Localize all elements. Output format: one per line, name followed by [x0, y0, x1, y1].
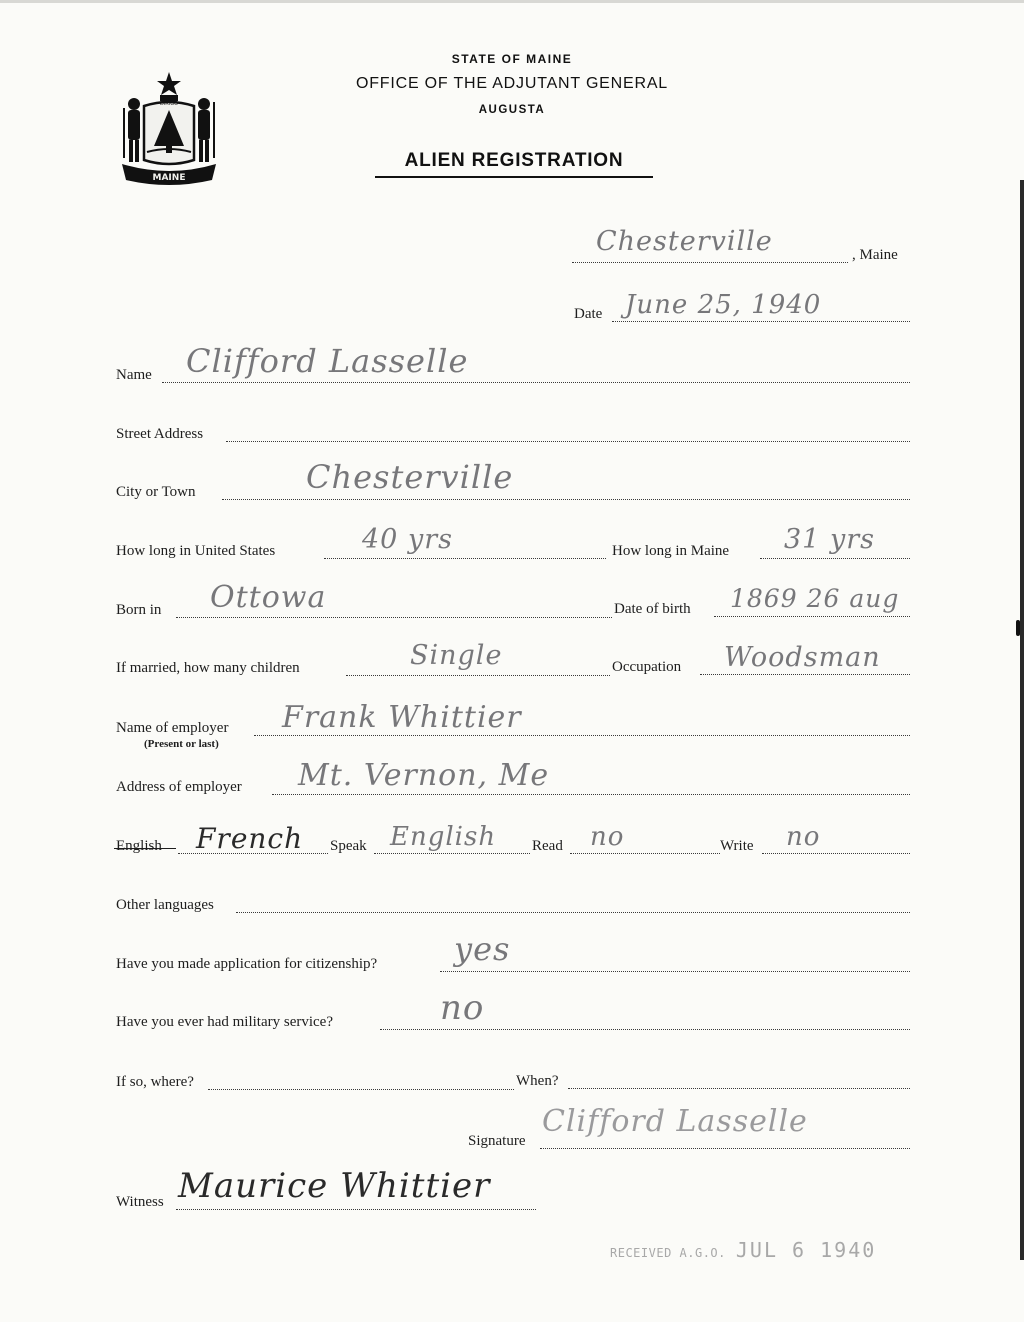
other-languages-label: Other languages [116, 897, 214, 913]
received-stamp [610, 1238, 876, 1262]
title-underline [375, 176, 653, 178]
military-line [380, 1029, 910, 1030]
how-long-maine-value: 31 yrs [784, 524, 875, 555]
where-line [208, 1089, 514, 1090]
signature-line [540, 1148, 910, 1149]
page-right-edge [1020, 180, 1024, 1260]
city-label: City or Town [116, 484, 196, 500]
state-label: , Maine [852, 247, 898, 263]
speak-label: Speak [330, 838, 367, 854]
citizenship-label: Have you made application for citizenship? [116, 956, 378, 972]
signature-value: Clifford Lasselle [542, 1104, 808, 1139]
city-line [222, 499, 910, 500]
employer-name-value: Frank Whittier [282, 700, 522, 735]
date-of-birth-line [714, 616, 910, 617]
state-heading: STATE OF MAINE [451, 52, 573, 66]
write-label: Write [720, 838, 754, 854]
employer-address-value: Mt. Vernon, Me [298, 758, 550, 793]
date-line [612, 321, 910, 322]
occupation-value: Woodsman [724, 642, 881, 673]
witness-value: Maurice Whittier [178, 1166, 491, 1206]
children-label: If married, how many children [116, 660, 300, 676]
name-label: Name [116, 367, 152, 383]
street-line [226, 441, 910, 442]
read-line [570, 853, 720, 854]
street-label: Street Address [116, 426, 204, 442]
binder-tab [1016, 620, 1020, 636]
citizenship-line [440, 971, 910, 972]
employer-name-line [254, 735, 910, 736]
name-value: Clifford Lasselle [186, 342, 469, 380]
write-value: no [786, 822, 821, 852]
when-label: When? [516, 1073, 559, 1089]
military-value: no [440, 988, 485, 1028]
citizenship-value: yes [454, 930, 511, 968]
date-of-birth-value: 1869 26 aug [730, 584, 900, 613]
write-line [762, 853, 910, 854]
stamp-date: JUL 6 1940 [735, 1238, 877, 1262]
speak-value: English [390, 822, 497, 852]
signature-label: Signature [468, 1133, 526, 1149]
speak-line [374, 853, 530, 854]
seal-motto-text: DIRIGO [159, 101, 179, 107]
born-in-label: Born in [116, 602, 162, 618]
witness-line [176, 1209, 536, 1210]
witness-label: Witness [116, 1194, 164, 1210]
how-long-us-label: How long in United States [116, 543, 276, 559]
page-top-edge [0, 0, 1024, 3]
stamp-prefix: RECEIVED A.G.O. [610, 1246, 726, 1260]
how-long-maine-label: How long in Maine [612, 543, 730, 559]
military-label: Have you ever had military service? [116, 1014, 333, 1030]
date-value: June 25, 1940 [625, 290, 822, 320]
employer-name-sublabel: (Present or last) [144, 738, 219, 750]
office-heading: OFFICE OF THE ADJUTANT GENERAL [355, 75, 669, 92]
occupation-label: Occupation [612, 659, 682, 675]
employer-name-label: Name of employer [116, 720, 229, 736]
town-value: Chesterville [596, 226, 773, 257]
english-strikethrough [114, 848, 176, 849]
how-long-us-value: 40 yrs [362, 524, 453, 555]
town-line [572, 262, 848, 263]
english-label: English [116, 838, 162, 854]
children-line [346, 675, 610, 676]
where-label: If so, where? [116, 1074, 194, 1090]
seal-banner-text: MAINE [152, 173, 186, 183]
born-in-line [176, 617, 612, 618]
how-long-us-line [324, 558, 606, 559]
when-line [568, 1088, 910, 1089]
employer-address-line [272, 794, 910, 795]
name-line [162, 382, 910, 383]
read-value: no [590, 822, 625, 852]
language-value: French [196, 822, 304, 855]
city-heading: AUGUSTA [478, 104, 546, 116]
employer-address-label: Address of employer [116, 779, 242, 795]
occupation-line [700, 674, 910, 675]
other-languages-line [236, 912, 910, 913]
city-value: Chesterville [306, 458, 514, 496]
how-long-maine-line [760, 558, 910, 559]
date-label: Date [574, 306, 603, 322]
form-title: ALIEN REGISTRATION [404, 150, 624, 171]
born-in-value: Ottowa [210, 580, 327, 615]
children-value: Single [410, 640, 503, 671]
read-label: Read [532, 838, 563, 854]
date-of-birth-label: Date of birth [614, 601, 691, 617]
